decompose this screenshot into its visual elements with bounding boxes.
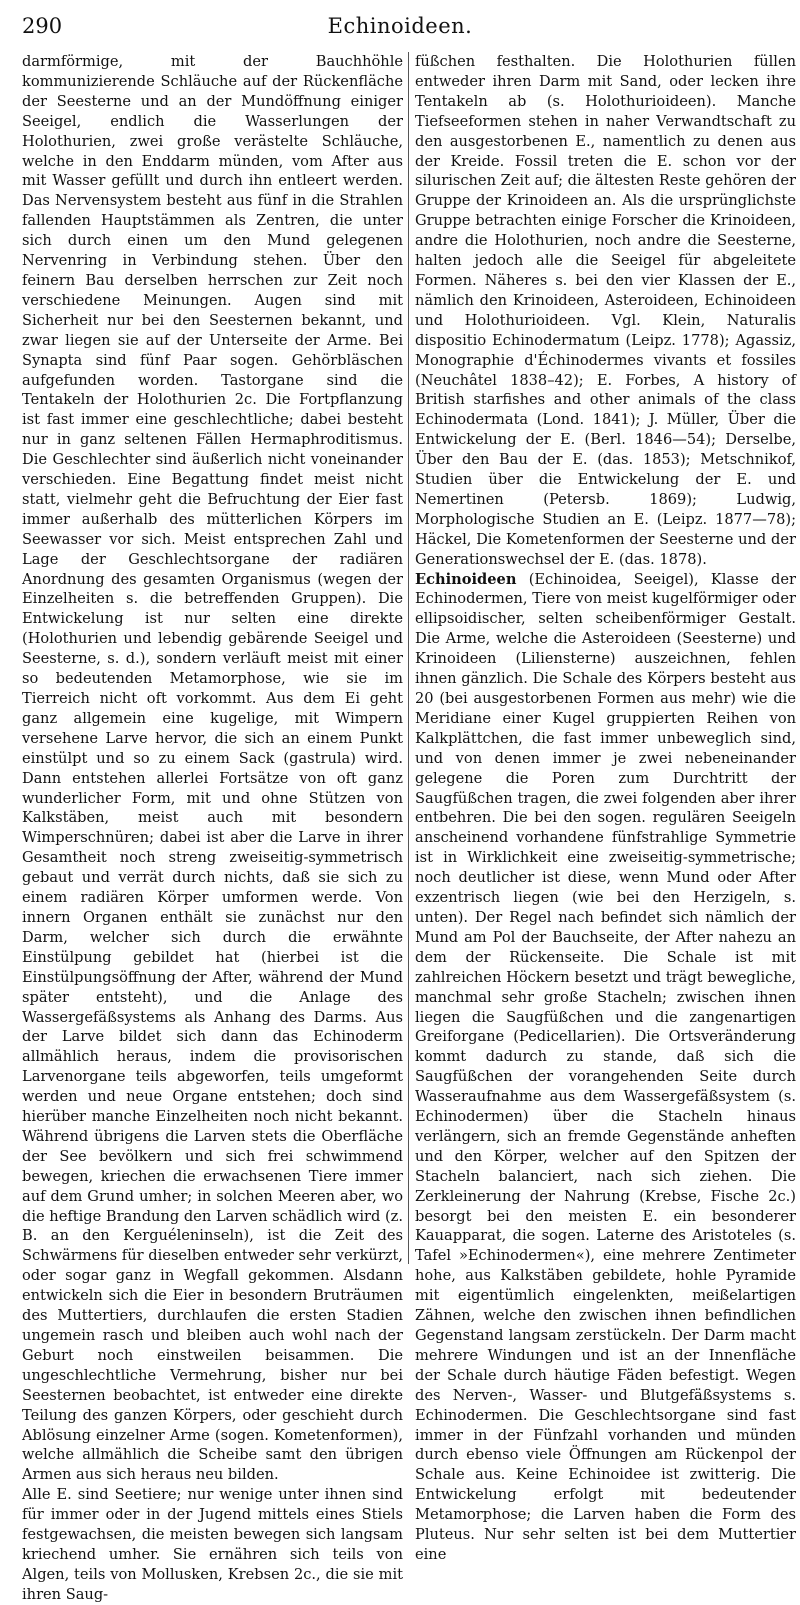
right-column — [415, 52, 796, 1563]
page-header — [22, 14, 778, 48]
page-number: 290 — [22, 14, 63, 38]
column-divider — [408, 52, 409, 1264]
entry-paragraph — [415, 570, 796, 1565]
paragraph: Alle E. sind Seetiere; nur wenige unter ihnen sind für immer oder in der Jugend mittels eines Stiels festgewachsen, die meisten bewegen sich langsam kriechend umher. Sie ernähren sich teils von Algen, teils von Mollusken, Krebsen 2c., die sie mit ihren Saug- — [22, 1486, 403, 1603]
running-title: Echinoideen. — [327, 14, 473, 38]
paragraph: füßchen festhalten. Die Holothurien füllen entweder ihren Darm mit Sand, oder lecken ihre Tentakeln ab (s. Holothurioideen). Manche Tiefseeformen stehen in naher Verwandtschaft zu den ausgestorbenen E., namentlich zu denen aus der Kreide. Fossil treten die E. schon vor der silurischen Zeit auf; die ältesten Reste gehören der Gruppe der Krinoideen an. Als die ursprünglichste Gruppe betrachten einige Forscher die Krinoideen, andre die Holothurien, noch andre die Seesterne, halten jedoch alle die Seeigel für abgeleitete Formen. Näheres s. bei den vier Klassen der E., nämlich den Krinoideen, Asteroideen, Echinoideen und Holothurioideen. Vgl. Klein, Naturalis dispositio Echinodermatum (Leipz. 1778); Agassiz, Monographie d'Échinodermes vivants et fossiles (Neuchâtel 1838–42); E. Forbes, A history of British starfishes and other animals of the class Echinodermata (Lond. 1841); J. Müller, Über die Entwickelung der E. (Berl. 1846—54); Derselbe, Über den Bau der E. (das. 1853); Metschnikof, Studien über die Entwickelung der E. und Nemertinen (Petersb. 1869); Ludwig, Morphologische Studien an E. (Leipz. 1877—78); Häckel, Die Kometenformen der Seesterne und der Generationswechsel der E. (das. 1878). — [415, 53, 796, 568]
left-column — [22, 52, 403, 1603]
entry-headword: Echinoideen — [415, 570, 517, 588]
paragraph: darmförmige, mit der Bauchhöhle kommunizierende Schläuche auf der Rückenfläche der Seesterne und an der Mundöffnung einiger Seeigel, endlich die Wasserlungen der Holothurien, zwei große verästelte Schläuche, welche in den Enddarm münden, vom After aus mit Wasser gefüllt und durch ihn entleert werden. Das Nervensystem besteht aus fünf in die Strahlen fallenden Hauptstämmen als Zentren, die unter sich durch einen um den Mund gelegenen Nervenring in Verbindung stehen. Über den feinern Bau derselben herrschen zur Zeit noch verschiedene Meinungen. Augen sind mit Sicherheit nur bei den Seesternen bekannt, und zwar liegen sie auf der Unterseite der Arme. Bei Synapta sind fünf Paar sogen. Gehörbläschen aufgefunden worden. Tastorgane sind die Tentakeln der Holothurien 2c. Die Fortpflanzung ist fast immer eine geschlechtliche; dabei besteht nur in ganz seltenen Fällen Hermaphroditismus. Die Geschlechter sind äußerlich nicht voneinander verschieden. Eine Begattung findet meist nicht statt, vielmehr geht die Befruchtung der Eier fast immer außerhalb des mütterlichen Körpers im Seewasser vor sich. Meist entsprechen Zahl und Lage der Geschlechtsorgane der radiären Anordnung des gesamten Organismus (wegen der Einzelheiten s. die betreffenden Gruppen). Die Entwickelung ist nur selten eine direkte (Holothurien und lebendig gebärende Seeigel und Seesterne, s. d.), sondern verläuft meist mit einer so bedeutenden Metamorphose, wie sie im Tierreich nicht oft vorkommt. Aus dem Ei geht ganz allgemein eine kugelige, mit Wimpern versehene Larve hervor, die sich an einem Punkt einstülpt und so zu einem Sack (gastrula) wird. Dann entstehen allerlei Fortsätze von oft ganz wunderlicher Form, mit und ohne Stützen von Kalkstäben, meist auch mit besondern Wimperschnüren; dabei ist aber die Larve in ihrer Gesamtheit noch streng zweiseitig-symmetrisch gebaut und verrät durch nichts, daß sie sich zu einem radiären Körper umformen werde. Von innern Organen enthält sie zunächst nur den Darm, welcher sich durch die erwähnte Einstülpung gebildet hat (hierbei ist die Einstülpungsöffnung der After, während der Mund später entsteht), und die Anlage des Wassergefäßsystems als Anhang des Darms. Aus der Larve bildet sich dann das Echinoderm allmählich heraus, indem die provisorischen Larvenorgane teils abgeworfen, teils umgeformt werden und neue Organe entstehen; doch sind hierüber manche Einzelheiten noch nicht bekannt. Während übrigens die Larven stets die Oberfläche der See bevölkern und sich frei schwimmend bewegen, kriechen die erwachsenen Tiere immer auf dem Grund umher; in solchen Meeren aber, wo die heftige Brandung den Larven schädlich wird (z. B. an den Kerguéleninseln), ist die Zeit des Schwärmens für dieselben entweder sehr verkürzt, oder sogar ganz in Wegfall gekommen. Alsdann entwickeln sich die Eier in besondern Bruträumen des Muttertiers, durchlaufen die ersten Stadien ungemein rasch und bleiben auch wohl nach der Geburt noch einstweilen beisammen. Die ungeschlechtliche Vermehrung, bisher nur bei Seesternen beobachtet, ist entweder eine direkte Teilung des ganzen Körpers, oder geschieht durch Ablösung einzelner Arme (sogen. Kometenformen), welche allmählich die Scheibe samt den übrigen Armen aus sich heraus neu bilden. — [22, 53, 403, 1484]
entry-text: (Echinoidea, Seeigel), Klasse der Echinodermen, Tiere von meist kugelförmiger oder ellipsoidischer, selten scheibenförmiger Gestalt. Die Arme, welche die Asteroideen (Seesterne) und Krinoideen (Liliensterne) auszeichnen, fehlen ihnen gänzlich. Die Schale des Körpers besteht aus 20 (bei ausgestorbenen Formen aus mehr) wie die Meridiane einer Kugel gruppierten Reihen von Kalkplättchen, die fast immer unbeweglich sind, und von denen immer je zwei nebeneinander gelegene die Poren zum Durchtritt der Saugfüßchen tragen, die zwei folgenden aber ihrer entbehren. Die bei den sogen. regulären Seeigeln anscheinend vorhandene fünfstrahlige Symmetrie ist in Wirklichkeit eine zweiseitig-symmetrische; noch deutlicher ist diese, wenn Mund oder After exzentrisch liegen (wie bei den Herzigeln, s. unten). Der Regel nach befindet sich nämlich der Mund am Pol der Bauchseite, der After nahezu an dem der Rückenseite. Die Schale ist mit zahlreichen Höckern besetzt und trägt bewegliche, manchmal sehr große Stacheln; zwischen ihnen liegen die Saugfüßchen und die zangenartigen Greiforgane (Pedicellarien). Die Ortsveränderung kommt dadurch zu stande, daß sich die Saugfüßchen der vorangehenden Seite durch Wasseraufnahme aus dem Wassergefäßsystem (s. Echinodermen) über die Stacheln hinaus verlängern, sich an fremde Gegenstände anheften und den Körper, welcher auf den Spitzen der Stacheln balanciert, nach sich ziehen. Die Zerkleinerung der Nahrung (Krebse, Fische 2c.) besorgt bei den meisten E. ein besonderer Kauapparat, die sogen. Laterne des Aristoteles (s. Tafel »Echinodermen«), eine mehrere Zentimeter hohe, aus Kalkstäben gebildete, hohle Pyramide mit eigentümlich eingelenkten, meißelartigen Zähnen, welche den zwischen ihnen befindlichen Gegenstand langsam zerstückeln. Der Darm macht mehrere Windungen und ist an der Innenfläche der Schale durch häutige Fäden befestigt. Wegen des Nerven-, Wasser- und Blutgefäßsystems s. Echinodermen. Die Geschlechtsorgane sind fast immer in der Fünfzahl vorhanden und münden durch ebenso viele Öffnungen am Rückenpol der Schale aus. Keine Echinoidee ist zwitterig. Die Entwickelung erfolgt mit bedeutender Metamorphose; die Larven haben die Form des Pluteus. Nur sehr selten ist bei dem Muttertier eine — [415, 570, 796, 1563]
